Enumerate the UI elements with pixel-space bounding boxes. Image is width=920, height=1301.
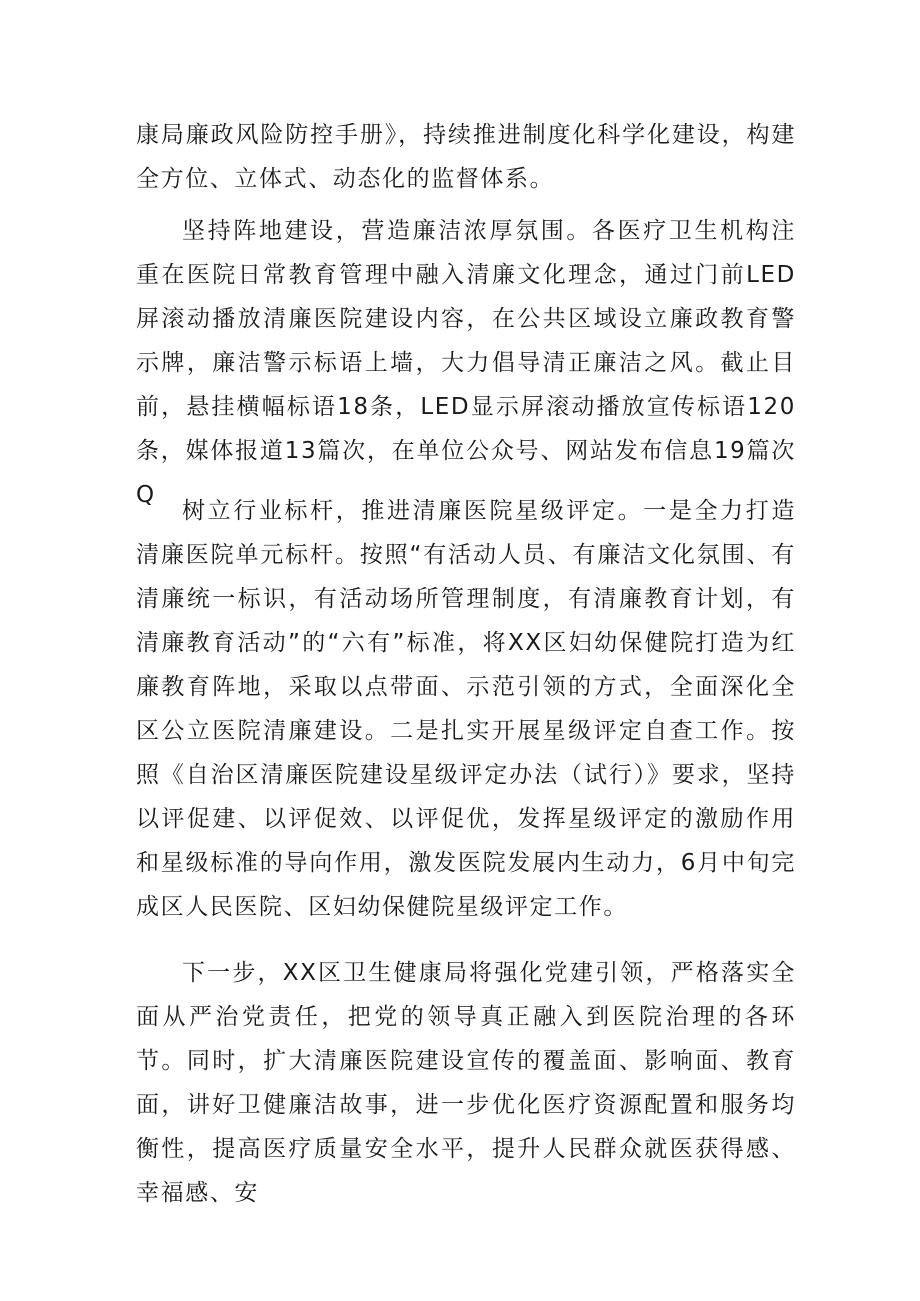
paragraph-position-building: 坚持阵地建设，营造廉洁浓厚氛围。各医疗卫生机构注重在医院日常教育管理中融入清廉文化理念，通过门前LED屏滚动播放清廉医院建设内容，在公共区域设立廉政教育警示牌，廉洁警示标语上墙，大力倡导清正廉洁之风。截止目前，悬挂横幅标语18条，LED显示屏滚动播放宣传标语120条，媒体报道13篇次，在单位公众号、网站发布信息19篇次Q: [136, 218, 796, 508]
paragraph-next-steps: 下一步，XX区卫生健康局将强化党建引领，严格落实全面从严治党责任，把党的领导真正融入到医院治理的各环节。同时，扩大清廉医院建设宣传的覆盖面、影响面、教育面，讲好卫健廉洁故事，进一步优化医疗资源配置和服务均衡性，提高医疗质量安全水平，提升人民群众就医获得感、幸福感、安: [136, 960, 796, 1206]
paragraph-industry-benchmark: 树立行业标杆，推进清廉医院星级评定。一是全力打造清廉医院单元标杆。按照“有活动人员、有廉洁文化氛围、有清廉统一标识，有活动场所管理制度，有清廉教育计划，有清廉教育活动”的“六有”标准，将XX区妇幼保健院打造为红廉教育阵地，采取以点带面、示范引领的方式，全面深化全区公立医院清廉建设。二是扎实开展星级评定自查工作。按照《自治区清廉医院建设星级评定办法（试行）》要求，坚持以评促建、以评促效、以评促优，发挥星级评定的激励作用和星级标准的导向作用，激发医院发展内生动力，6月中旬完成区人民医院、区妇幼保健院星级评定工作。: [136, 498, 796, 920]
paragraph-continued: 康局廉政风险防控手册》，持续推进制度化科学化建设，构建全方位、立体式、动态化的监督体系。: [136, 122, 796, 192]
